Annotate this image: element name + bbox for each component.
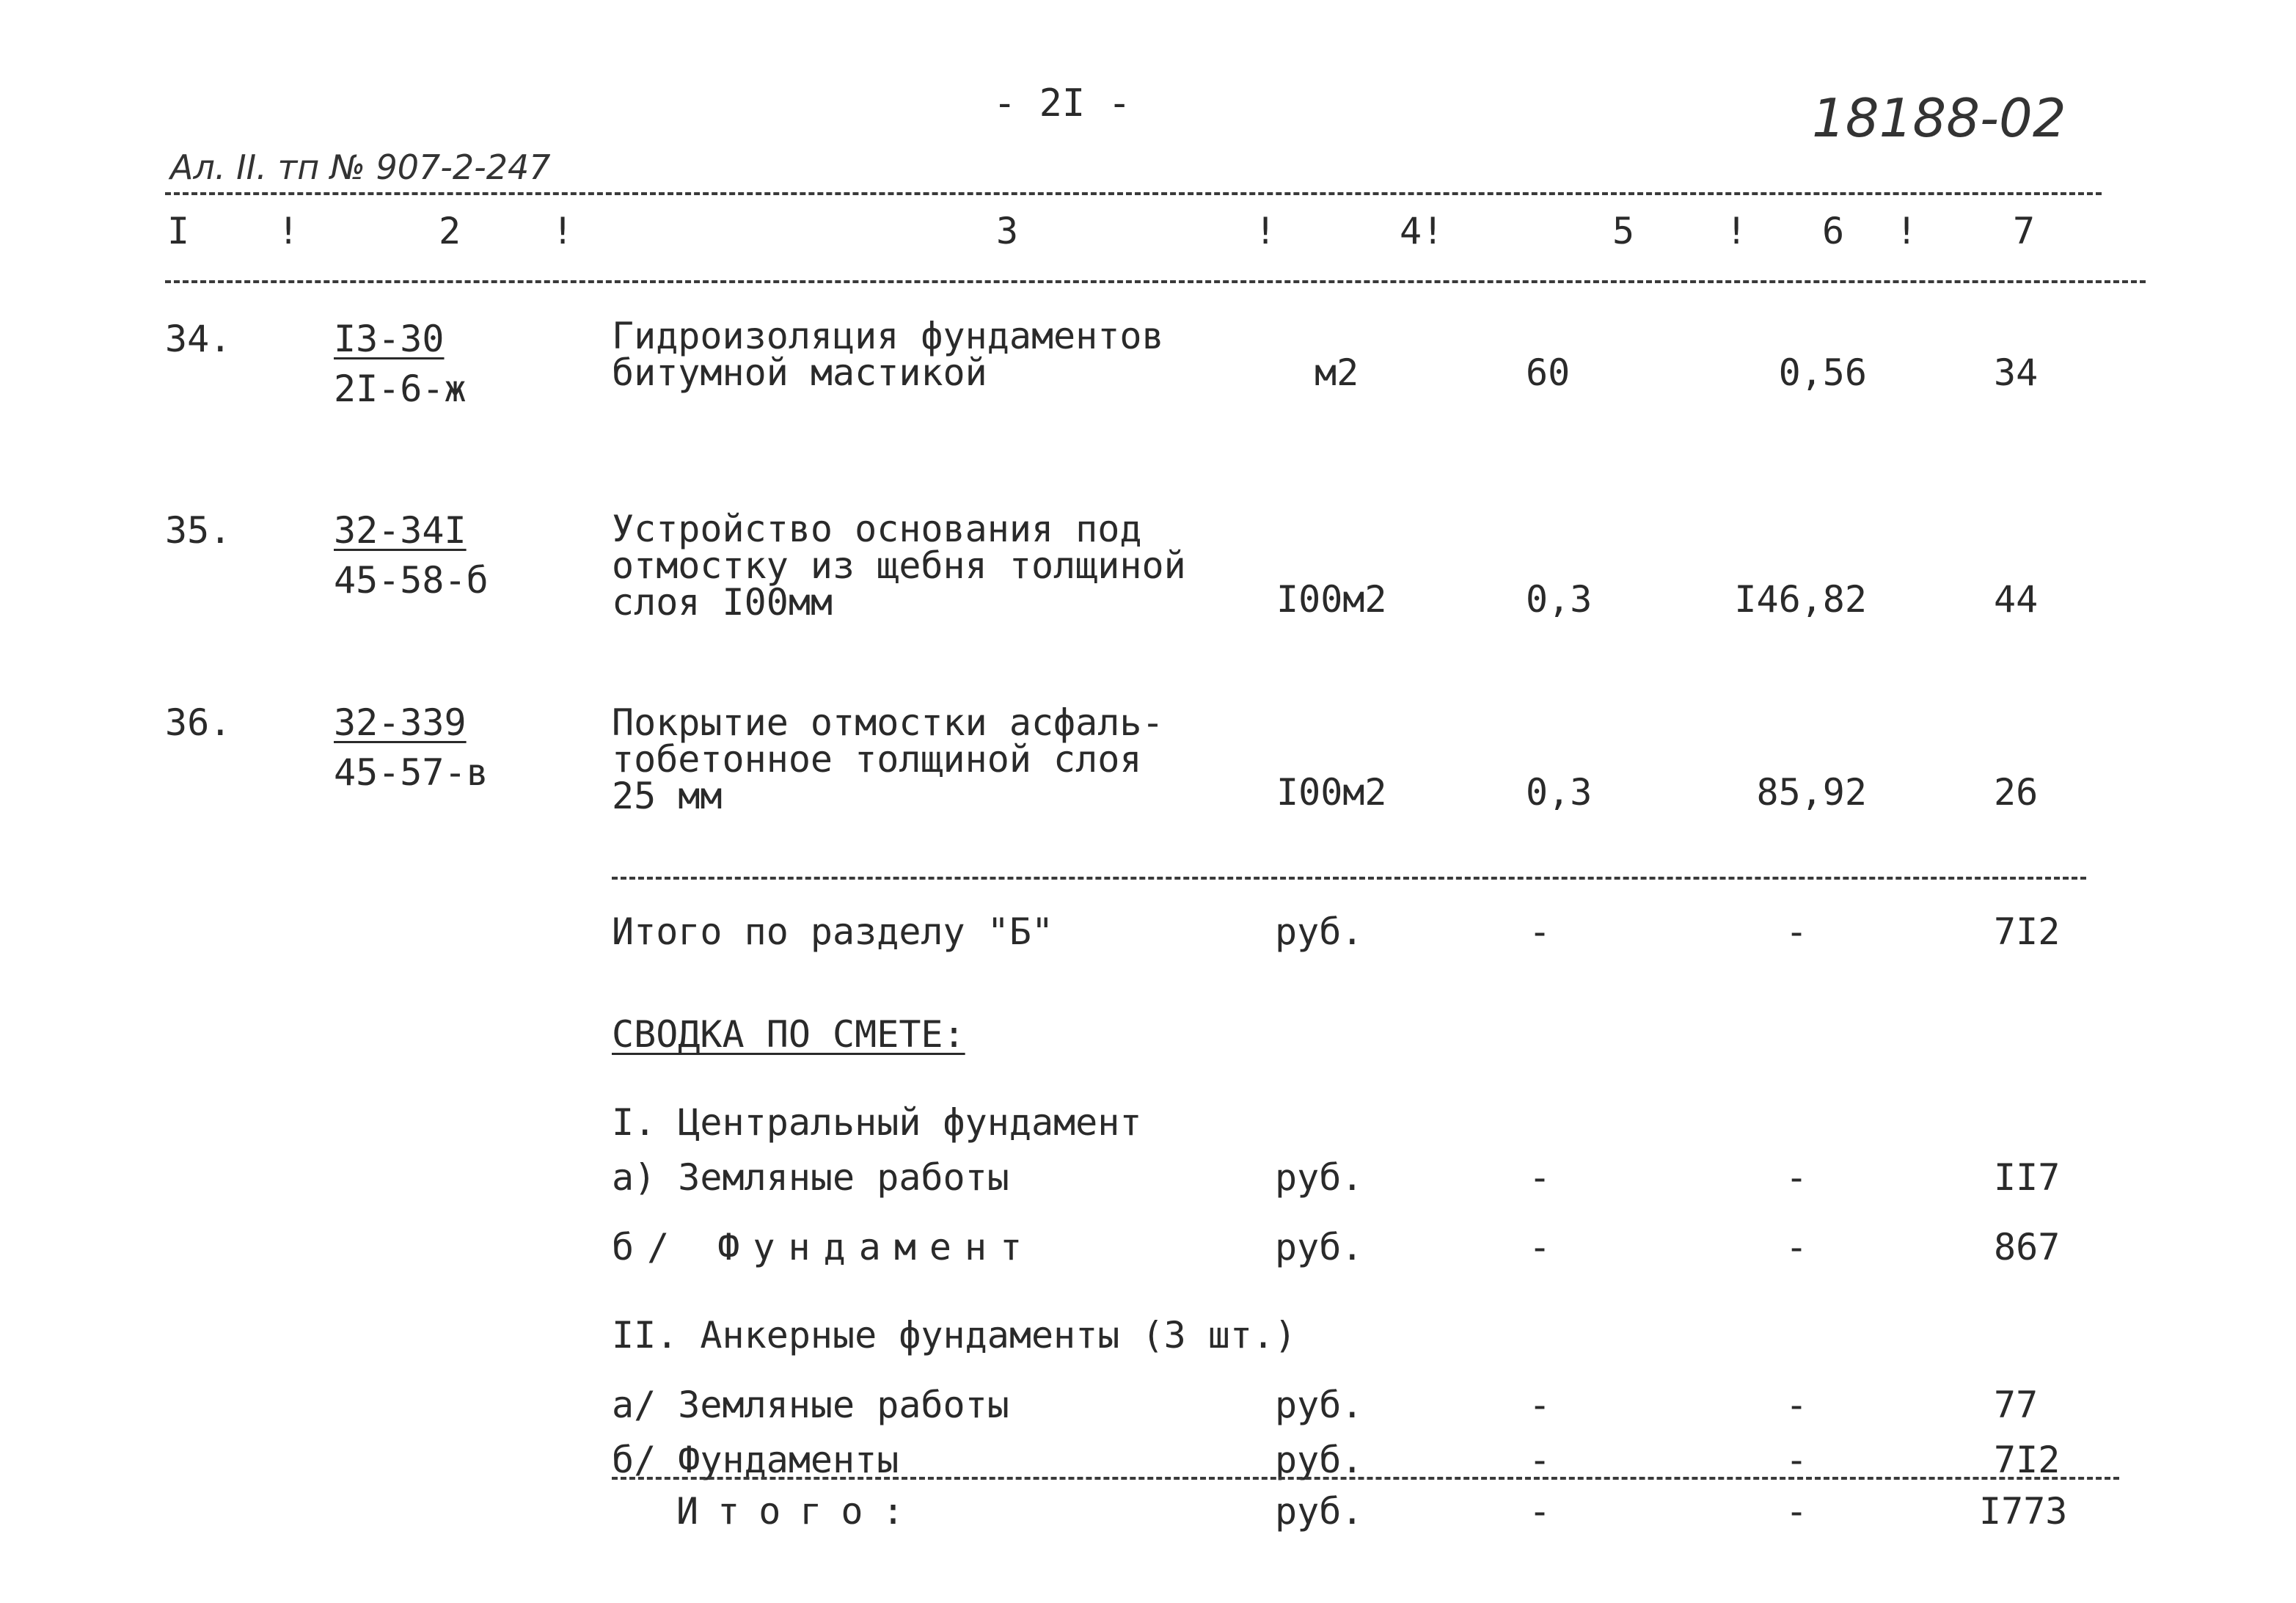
work-description-line: отмостку из щебня толщиной — [612, 544, 1186, 587]
summary-item-label: б/ Фундамент — [612, 1226, 1036, 1268]
total-cost: 77 — [1994, 1384, 2039, 1426]
unit: руб. — [1275, 1439, 1364, 1481]
rate-code: I3-30 — [334, 318, 445, 360]
unit: руб. — [1275, 1490, 1364, 1533]
column-separator: ! — [1895, 210, 1918, 252]
summary-item-label: а) Земляные работы — [612, 1156, 1009, 1199]
catalog-code: 45-57-в — [334, 751, 489, 794]
unit: I00м2 — [1276, 578, 1387, 621]
catalog-code: 45-58-б — [334, 559, 489, 602]
summary-heading: СВОДКА ПО СМЕТЕ: — [612, 1013, 965, 1056]
quantity: 60 — [1526, 351, 1571, 394]
work-description-line: Покрытие отмостки асфаль- — [612, 701, 1164, 744]
quantity: - — [1529, 910, 1551, 953]
total-rule — [612, 1477, 2119, 1480]
column-separator: ! — [552, 210, 574, 252]
work-description-line: 25 мм — [612, 775, 723, 817]
total-cost: II7 — [1994, 1156, 2061, 1199]
row-number: 36. — [165, 701, 232, 744]
page-number: - 2I - — [993, 81, 1131, 125]
row-number: 35. — [165, 509, 232, 552]
header-rule-bottom — [165, 280, 2146, 283]
unit: руб. — [1275, 1384, 1364, 1426]
column-header-4: 4! — [1400, 210, 1444, 252]
unit: руб. — [1275, 1226, 1364, 1268]
work-description-line: Устройство основания под — [612, 508, 1142, 550]
unit-price: - — [1785, 1226, 1808, 1268]
unit: м2 — [1315, 351, 1359, 394]
unit: руб. — [1275, 910, 1364, 953]
total-cost: 7I2 — [1994, 1439, 2061, 1481]
summary-section-title: II. Анкерные фундаменты (3 шт.) — [612, 1314, 1297, 1356]
quantity: - — [1529, 1384, 1551, 1426]
total-cost: 44 — [1994, 578, 2039, 621]
total-cost: 7I2 — [1994, 910, 2061, 953]
column-separator: ! — [277, 210, 300, 252]
row-number: 34. — [165, 318, 232, 360]
quantity: - — [1529, 1156, 1551, 1199]
unit-price: - — [1785, 1490, 1808, 1533]
quantity: - — [1529, 1490, 1551, 1533]
total-cost: 26 — [1994, 771, 2039, 814]
column-header-3: 3 — [996, 210, 1019, 252]
album-reference: Ал. II. тп № 907-2-247 — [170, 147, 551, 187]
quantity: 0,3 — [1526, 771, 1593, 814]
quantity: - — [1529, 1226, 1551, 1268]
total-cost: 867 — [1994, 1226, 2061, 1268]
unit: руб. — [1275, 1156, 1364, 1199]
unit-price: 85,92 — [1756, 771, 1867, 814]
unit-price: - — [1785, 1439, 1808, 1481]
unit-price: I46,82 — [1734, 578, 1867, 621]
rate-code: 32-34I — [334, 509, 467, 552]
column-header-7: 7 — [2013, 210, 2036, 252]
grand-total-label: Итого: — [676, 1490, 924, 1533]
column-separator: ! — [1725, 210, 1748, 252]
unit-price: - — [1785, 1384, 1808, 1426]
document-code: 18188-02 — [1812, 87, 2066, 149]
column-header-6: 6 — [1822, 210, 1845, 252]
quantity: 0,3 — [1526, 578, 1593, 621]
total-cost: 34 — [1994, 351, 2039, 394]
unit-price: - — [1785, 910, 1808, 953]
header-rule-top — [165, 192, 2102, 195]
unit-price: 0,56 — [1778, 351, 1867, 394]
column-header-5: 5 — [1612, 210, 1635, 252]
column-separator: ! — [1254, 210, 1277, 252]
work-description-line: Гидроизоляция фундаментов — [612, 315, 1164, 357]
summary-section-title: I. Центральный фундамент — [612, 1101, 1142, 1144]
subtotal-rule — [612, 877, 2086, 880]
unit: I00м2 — [1276, 771, 1387, 814]
work-description-line: битумной мастикой — [612, 351, 987, 394]
unit-price: - — [1785, 1156, 1808, 1199]
total-cost: I773 — [1979, 1490, 2068, 1533]
work-description-line: тобетонное толщиной слоя — [612, 738, 1142, 781]
quantity: - — [1529, 1439, 1551, 1481]
summary-item-label: а/ Земляные работы — [612, 1384, 1009, 1426]
work-description-line: слоя I00мм — [612, 581, 833, 624]
column-header-1: I — [167, 210, 190, 252]
summary-item-label: б/ Фундаменты — [612, 1439, 899, 1481]
subtotal-label: Итого по разделу "Б" — [612, 910, 1054, 953]
catalog-code: 2I-6-ж — [334, 368, 467, 410]
column-header-2: 2 — [439, 210, 461, 252]
rate-code: 32-339 — [334, 701, 467, 744]
